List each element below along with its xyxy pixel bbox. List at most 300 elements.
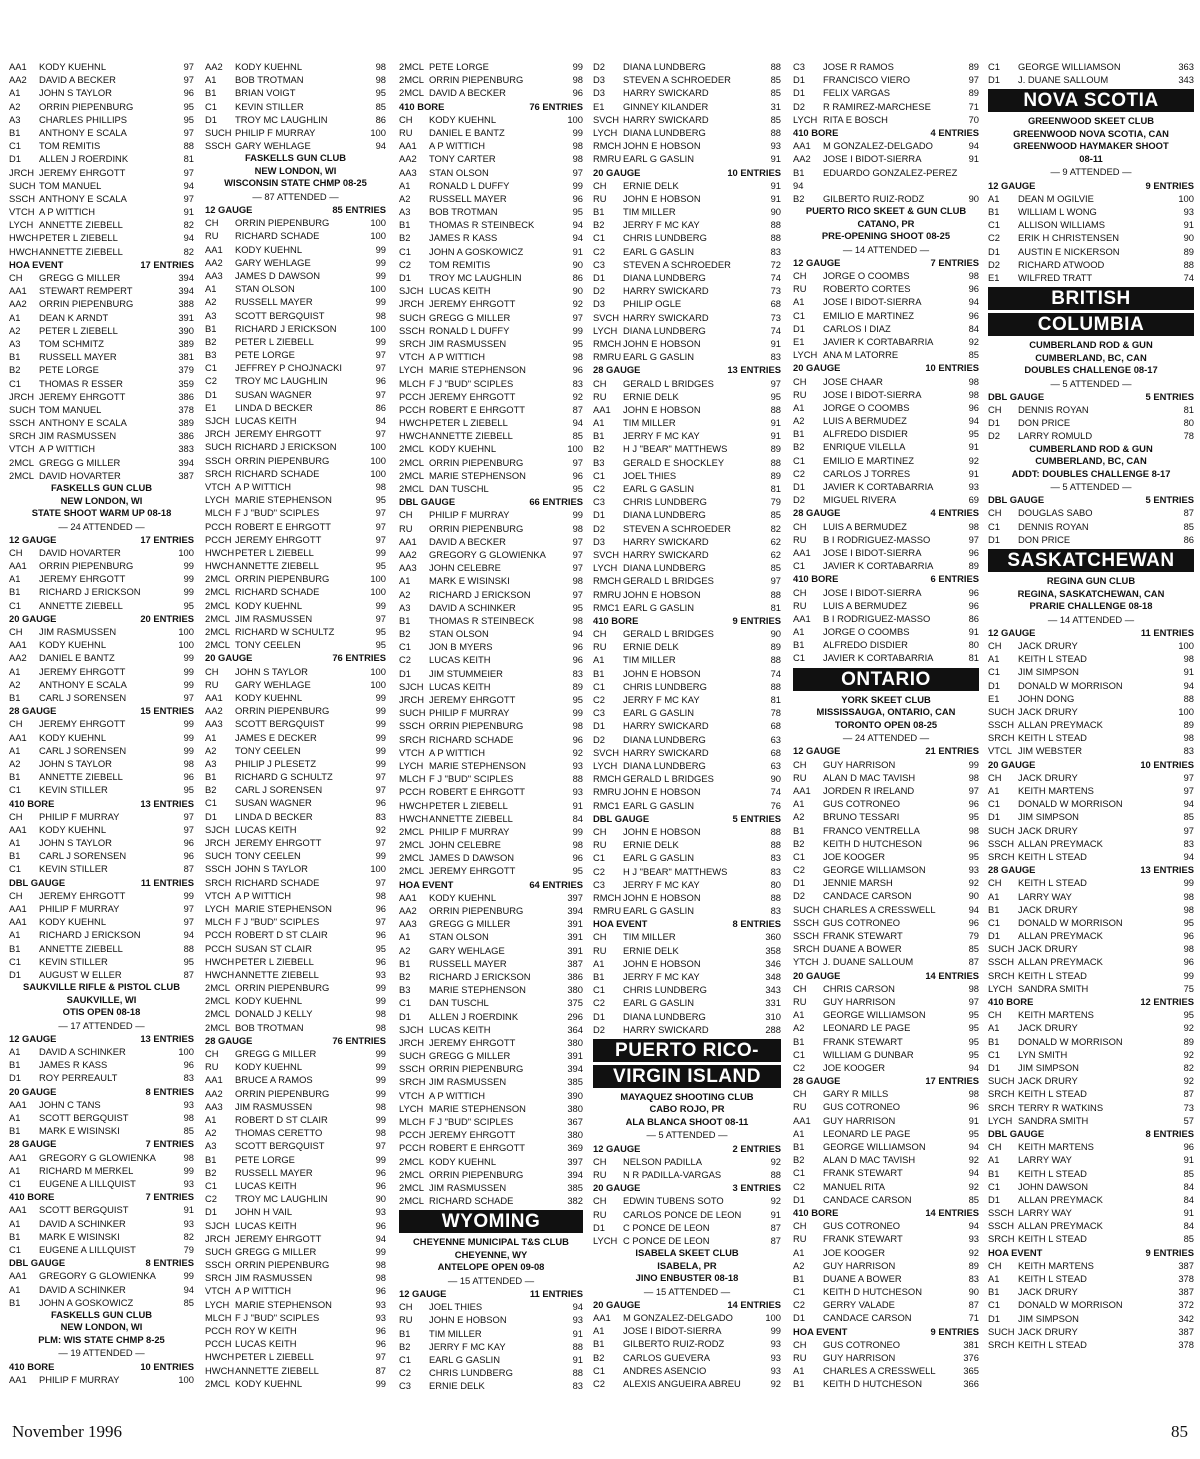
shooter-name: JAVIER K CORTABARRIA — [823, 335, 934, 347]
result-row — [399, 390, 583, 403]
result-row — [399, 377, 583, 390]
class-code: JRCH — [205, 1232, 230, 1244]
score: 99 — [572, 509, 583, 521]
shooter-name: PETE LORGE — [235, 1153, 295, 1165]
shooter-name: F J "BUD" SCIPLES — [429, 377, 514, 389]
score: 97 — [572, 548, 583, 560]
score: 91 — [770, 430, 781, 442]
result-row — [593, 930, 781, 943]
score: 90 — [572, 258, 583, 270]
class-code: B1 — [793, 824, 805, 836]
shooter-name: STEVEN A SCHROEDER — [623, 74, 731, 86]
shooter-name: ANNETTE ZIEBELL — [235, 560, 319, 572]
score: 375 — [567, 997, 583, 1009]
score: 397 — [567, 1155, 583, 1167]
class-code: LYCH — [399, 1102, 424, 1114]
shooter-name: GUS COTRONEO — [823, 1101, 901, 1113]
score: 95 — [968, 1035, 979, 1047]
shooter-name: JACK DRURY — [1018, 771, 1078, 783]
shooter-name: BOB TROTMAN — [429, 206, 498, 218]
score: 98 — [968, 520, 979, 532]
class-code: D2 — [988, 258, 1000, 270]
class-code: PCCH — [399, 1142, 426, 1154]
shooter-name: DENNIS ROYAN — [1018, 404, 1089, 415]
class-code: B3 — [399, 984, 411, 996]
event-header — [9, 1137, 194, 1150]
class-code: D1 — [793, 877, 805, 889]
shooter-name: DAVID A BECKER — [429, 87, 506, 99]
shooter-name: JIM SIMPSON — [1018, 1312, 1079, 1324]
shooter-name: TIM MILLER — [623, 931, 676, 943]
class-code: A2 — [205, 296, 217, 308]
result-row — [399, 772, 583, 785]
score: 98 — [1183, 943, 1194, 955]
class-code: CH — [9, 626, 23, 638]
event-name: DBL GAUGE — [988, 494, 1045, 506]
class-code: RU — [793, 771, 807, 783]
result-row — [9, 757, 194, 770]
result-row — [793, 1259, 979, 1272]
score: 367 — [567, 1116, 583, 1128]
shooter-name: GREGG G MILLER — [235, 1245, 317, 1257]
class-code: CH — [988, 1009, 1002, 1021]
shooter-name: DAN TUSCHL — [429, 483, 489, 495]
result-row — [205, 836, 386, 849]
score: 82 — [770, 522, 781, 534]
shooter-name: HARRY SWICKARD — [623, 113, 709, 125]
event-name: 20 GAUGE — [793, 969, 841, 981]
result-row — [593, 548, 781, 561]
result-row — [988, 1074, 1194, 1087]
score: 91 — [572, 799, 583, 811]
class-code: HWCH — [399, 417, 429, 429]
result-row — [399, 311, 583, 324]
score: 89 — [1183, 1035, 1194, 1047]
score: 80 — [968, 639, 979, 651]
entry-count: 4 ENTRIES — [930, 126, 979, 138]
score: 346 — [765, 957, 781, 969]
score: 391 — [567, 918, 583, 930]
result-row — [593, 1377, 781, 1390]
score: 85 — [968, 943, 979, 955]
shooter-name: RUSSELL MAYER — [235, 296, 313, 308]
region-banner: BRITISH — [988, 287, 1194, 310]
score: 94 — [968, 1220, 979, 1232]
shoot-heading: CHEYENNE, WY — [454, 1248, 528, 1260]
result-row — [399, 693, 583, 706]
result-row — [399, 522, 583, 535]
result-row — [399, 1181, 583, 1194]
score: 394 — [178, 285, 194, 297]
entry-count: 11 ENTRIES — [140, 876, 194, 888]
result-row — [793, 771, 979, 784]
result-row — [793, 1246, 979, 1259]
class-code: D1 — [593, 1010, 605, 1022]
score: 85 — [968, 349, 979, 361]
result-row — [593, 1234, 781, 1247]
score: 96 — [375, 1325, 386, 1336]
class-code: A1 — [988, 1022, 1000, 1034]
class-code: CH — [793, 1088, 807, 1100]
result-row — [793, 1232, 979, 1245]
event-header — [988, 1246, 1194, 1259]
score: 94 — [968, 1141, 979, 1153]
event-header — [793, 1074, 979, 1087]
class-code: VTCH — [205, 480, 231, 492]
event-header — [9, 258, 194, 271]
score: 83 — [183, 1072, 194, 1084]
score: 86 — [375, 113, 386, 125]
score: 96 — [968, 916, 979, 928]
result-row — [205, 1377, 386, 1390]
result-row — [593, 522, 781, 535]
shooter-name: A P WITTICH — [235, 889, 292, 901]
result-row — [988, 1061, 1194, 1074]
result-row — [988, 824, 1194, 837]
shooter-name: JOHN E HOBSON — [623, 825, 701, 837]
shooter-name: KODY KUEHNL — [235, 995, 303, 1007]
score: 83 — [770, 852, 781, 864]
score: 99 — [770, 1325, 781, 1337]
entry-count: 13 ENTRIES — [140, 1032, 194, 1044]
class-code: CH — [399, 509, 413, 521]
score: 95 — [1183, 1009, 1194, 1021]
attendance-line: — 19 ATTENDED — — [58, 1347, 145, 1359]
result-row — [593, 271, 781, 284]
score: 296 — [567, 1010, 583, 1022]
result-row — [399, 363, 583, 376]
result-row — [793, 440, 979, 453]
result-row — [988, 955, 1194, 968]
score: 99 — [572, 61, 583, 72]
score: 97 — [375, 362, 386, 374]
result-row — [399, 812, 583, 825]
shooter-name: JOEL THIES — [429, 1301, 483, 1313]
class-code: C1 — [593, 469, 605, 481]
result-row — [399, 508, 583, 521]
class-code: C2 — [593, 1378, 605, 1390]
result-row — [205, 243, 386, 256]
score: 96 — [968, 837, 979, 849]
result-row — [988, 1325, 1194, 1338]
class-code: A1 — [9, 744, 21, 756]
result-row — [399, 588, 583, 601]
class-code: A1 — [9, 665, 21, 677]
class-code: CH — [9, 272, 23, 284]
score: 100 — [370, 467, 386, 479]
result-row — [399, 706, 583, 719]
shooter-name: PHILIP J PLESETZ — [235, 757, 317, 769]
class-code: RU — [793, 1101, 807, 1113]
class-code: SUCH — [988, 824, 1015, 836]
result-row — [988, 784, 1194, 797]
class-code: PCCH — [399, 390, 426, 402]
result-row — [593, 442, 781, 455]
shooter-name: JIM SIMPSON — [1018, 666, 1079, 678]
score: 94 — [1183, 850, 1194, 862]
result-row — [9, 731, 194, 744]
class-code: B1 — [593, 971, 605, 983]
result-row — [9, 205, 194, 218]
class-code: 2MCL — [399, 852, 425, 864]
shooter-name: PETER L ZIEBELL — [429, 799, 508, 811]
result-row — [399, 1036, 583, 1049]
score: 75 — [1183, 982, 1194, 994]
result-row — [9, 350, 194, 363]
shooter-name: DON PRICE — [1018, 417, 1071, 429]
class-code: AA2 — [205, 705, 223, 717]
event-name: 410 BORE — [9, 1191, 55, 1203]
score: 31 — [770, 100, 781, 112]
result-row — [399, 891, 583, 904]
class-code: SUCH — [988, 943, 1015, 955]
shooter-name: JACK DRURY — [1018, 705, 1078, 717]
score: 92 — [770, 1155, 781, 1167]
class-code: HWCH — [205, 1364, 235, 1376]
class-code: B1 — [9, 850, 21, 862]
result-row — [988, 416, 1194, 429]
result-row — [399, 231, 583, 244]
entry-count: 17 ENTRIES — [140, 533, 194, 545]
score: 98 — [572, 522, 583, 534]
class-code: SSCH — [205, 863, 232, 875]
class-code: 2MCL — [205, 982, 231, 994]
result-row — [593, 1208, 781, 1221]
score: 86 — [572, 272, 583, 284]
class-code: CH — [9, 546, 23, 558]
class-code: SRCH — [988, 1101, 1015, 1113]
shooter-name: PETER L ZIEBELL — [235, 335, 314, 347]
class-code: RMC1 — [593, 799, 620, 811]
class-code: SRCH — [205, 467, 232, 479]
class-code: B2 — [9, 364, 21, 376]
result-row — [593, 1194, 781, 1207]
result-row — [205, 295, 386, 308]
shoot-heading: REGINA GUN CLUB — [1046, 575, 1136, 587]
score: 93 — [770, 1364, 781, 1376]
entry-count: 7 ENTRIES — [145, 1191, 194, 1203]
result-row — [399, 1075, 583, 1088]
result-row — [593, 205, 781, 218]
class-code: SSCH — [399, 324, 426, 336]
score: 99 — [375, 757, 386, 769]
result-row — [793, 73, 979, 86]
result-row — [593, 996, 781, 1009]
shooter-name: ROBERT E EHRGOTT — [429, 786, 526, 798]
class-code: 2MCL — [205, 995, 231, 1007]
class-code: A1 — [593, 1325, 605, 1337]
shoot-heading: CUMBERLAND, BC, CAN — [1035, 455, 1147, 467]
score: 381 — [178, 351, 194, 363]
shooter-name: JERRY F MC KAY — [623, 430, 700, 442]
score: 98 — [968, 388, 979, 400]
class-code: AA1 — [793, 612, 811, 624]
shooter-name: HARRY SWICKARD — [623, 285, 709, 297]
result-row — [399, 970, 583, 983]
event-name: 12 GAUGE — [988, 179, 1036, 191]
score: 68 — [770, 720, 781, 732]
result-row — [399, 218, 583, 231]
score: 98 — [968, 1088, 979, 1100]
result-row — [205, 1047, 386, 1060]
score: 62 — [770, 548, 781, 560]
result-row — [593, 100, 781, 113]
shooter-name: ALFREDO DISDIER — [823, 639, 908, 651]
shooter-name: JOHN E HOBSON — [623, 786, 701, 798]
event-name: DBL GAUGE — [9, 1257, 66, 1269]
score: 380 — [567, 1036, 583, 1048]
class-code: B1 — [9, 1230, 21, 1242]
result-row — [205, 335, 386, 348]
result-row — [205, 546, 386, 559]
result-row — [593, 640, 781, 653]
class-code: HWCH — [399, 430, 429, 442]
class-code: SSCH — [9, 192, 36, 204]
shoot-heading: YORK SKEET CLUB — [841, 693, 931, 705]
shooter-name: ORRIN PIEPENBURG — [39, 560, 134, 572]
result-row — [593, 1364, 781, 1377]
shooter-name: TOM MANUEL — [39, 179, 102, 191]
shooter-name: TIM MILLER — [623, 417, 676, 429]
score: 95 — [375, 560, 386, 572]
class-code: 2MCL — [205, 612, 231, 624]
shooter-name: JAMES R KASS — [429, 232, 498, 244]
class-code: RU — [793, 599, 807, 611]
class-code: C1 — [9, 140, 21, 152]
shooter-name: GUY HARRISON — [823, 1352, 896, 1364]
result-row — [205, 520, 386, 533]
shooter-name: ROY W KEITH — [235, 1325, 297, 1336]
score: 94 — [572, 628, 583, 640]
result-row — [793, 309, 979, 322]
result-row — [988, 258, 1194, 271]
score: 100 — [178, 1373, 194, 1385]
class-code: CH — [9, 810, 23, 822]
shooter-name: GARY WEHLAGE — [429, 944, 505, 956]
shooter-name: GREGORY G GLOWIENKA — [39, 1270, 156, 1282]
shooter-name: JACK DRURY — [1018, 1022, 1078, 1034]
class-code: RU — [399, 126, 413, 138]
result-row — [9, 1071, 194, 1084]
event-name: 12 GAUGE — [205, 204, 253, 216]
shooter-name: RUSSELL MAYER — [39, 351, 117, 363]
class-code: SJCH — [205, 415, 230, 427]
result-row — [399, 1353, 583, 1366]
shooter-name: MARIE STEPHENSON — [235, 1298, 332, 1310]
class-code: B1 — [399, 957, 411, 969]
shooter-name: JORGE O COOMBS — [823, 269, 910, 281]
result-row — [9, 1203, 194, 1216]
result-row — [9, 403, 194, 416]
shoot-heading: CABO ROJO, PR — [649, 1103, 725, 1115]
result-row — [793, 1048, 979, 1061]
entry-count: 17 ENTRIES — [925, 1075, 979, 1087]
entry-count: 13 ENTRIES — [727, 364, 781, 376]
class-code: CH — [205, 665, 219, 677]
class-code: AA2 — [399, 548, 417, 560]
shooter-name: N R PADILLA-VARGAS — [623, 1169, 722, 1181]
class-code: 2MCL — [9, 456, 35, 468]
shooter-name: ROBERT E EHRGOTT — [235, 520, 332, 532]
score: 89 — [770, 443, 781, 455]
event-name: DBL GAUGE — [988, 1127, 1045, 1139]
result-row — [205, 585, 386, 598]
shooter-name: JORGE O COOMBS — [823, 401, 910, 413]
shooter-name: JIM RASMUSSEN — [429, 337, 507, 349]
score: 93 — [572, 1314, 583, 1326]
shooter-name: RITA E BOSCH — [823, 113, 888, 125]
score: 82 — [1183, 1061, 1194, 1073]
class-code: D1 — [205, 113, 217, 125]
class-code: MLCH — [205, 1311, 232, 1323]
class-code: C2 — [399, 1367, 411, 1379]
event-name: 12 GAUGE — [399, 1288, 447, 1300]
class-code: MLCH — [205, 916, 232, 928]
score: 71 — [968, 1312, 979, 1324]
shooter-name: LINDA D BECKER — [235, 810, 313, 822]
class-code: C2 — [399, 258, 411, 270]
class-code: SRCH — [9, 430, 36, 442]
shooter-name: CARLOS I DIAZ — [823, 322, 891, 334]
result-row — [399, 733, 583, 746]
result-row — [205, 1232, 386, 1245]
result-row — [205, 994, 386, 1007]
entry-count: 10 ENTRIES — [1140, 758, 1194, 770]
class-code: SSCH — [205, 454, 232, 466]
class-code: C1 — [988, 219, 1000, 231]
shooter-name: GERALD L BRIDGES — [623, 773, 714, 785]
class-code: C1 — [793, 454, 805, 466]
class-code: RU — [205, 230, 219, 242]
score: 98 — [968, 982, 979, 994]
results-column — [205, 60, 386, 1412]
score: 100 — [178, 546, 194, 558]
event-name: 410 BORE — [9, 797, 55, 809]
shooter-name: ERNIE DELK — [623, 839, 679, 851]
shooter-name: ORRIN PIEPENBURG — [235, 454, 330, 466]
class-code: SVCH — [593, 548, 620, 560]
score: 99 — [375, 744, 386, 756]
class-code: AA1 — [9, 1098, 27, 1110]
shooter-name: TIM MILLER — [429, 1327, 482, 1339]
shooter-name: GERALD E SHOCKLEY — [623, 456, 725, 468]
result-row — [988, 1114, 1194, 1127]
score: 95 — [183, 599, 194, 611]
score: 97 — [968, 74, 979, 86]
result-row — [205, 480, 386, 493]
score: 390 — [178, 324, 194, 336]
shooter-name: F J "BUD" SCIPLES — [235, 916, 320, 928]
class-code: D1 — [205, 1206, 217, 1218]
class-code: SUCH — [399, 311, 426, 323]
class-code: B1 — [9, 942, 21, 954]
event-header — [9, 1256, 194, 1269]
result-row — [399, 957, 583, 970]
score: 88 — [183, 942, 194, 954]
result-row — [205, 889, 386, 902]
shooter-name: LEONARD LE PAGE — [823, 1022, 911, 1034]
result-row — [988, 1008, 1194, 1021]
shooter-name: ORRIN PIEPENBURG — [235, 705, 330, 717]
class-code: C1 — [593, 852, 605, 864]
score: 93 — [572, 786, 583, 798]
event-header — [793, 572, 979, 585]
class-code: RMCH — [593, 337, 622, 349]
class-code: CH — [793, 1220, 807, 1232]
shooter-name: A P WITTICH — [39, 206, 96, 218]
shooter-name: KEVIN STILLER — [39, 955, 108, 967]
score: 92 — [1183, 1022, 1194, 1034]
